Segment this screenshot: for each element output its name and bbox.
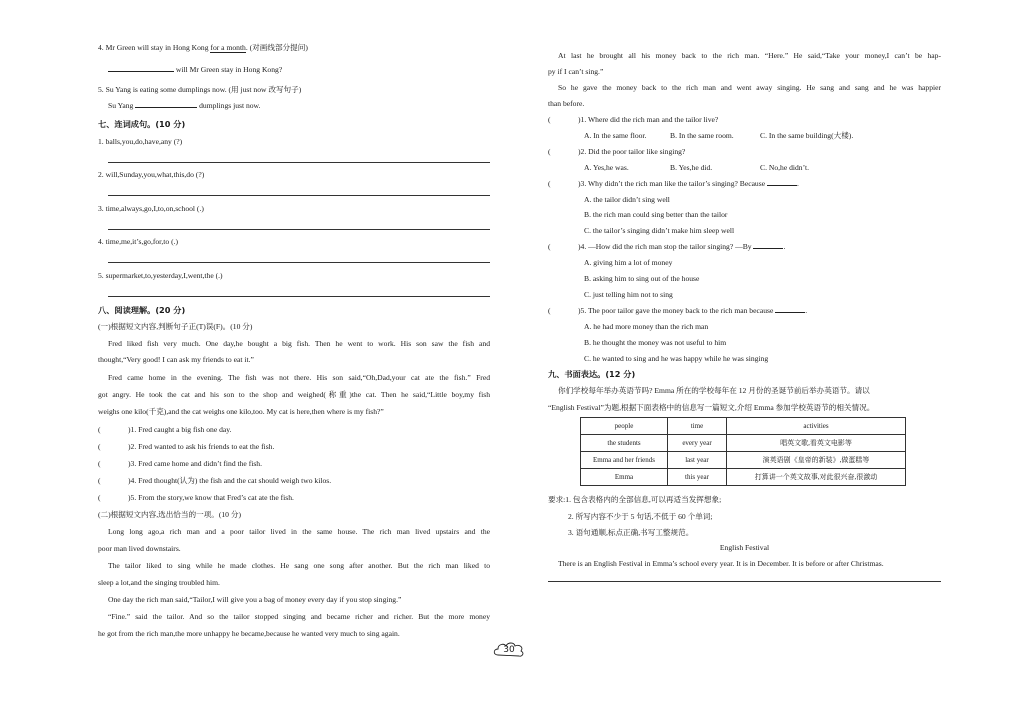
- underlined-phrase: for a month: [210, 43, 246, 52]
- table-cell: Emma: [581, 469, 668, 486]
- tf-question: ( )5. From the story,we know that Fred’s cat ate the fish.: [98, 493, 294, 502]
- option-b[interactable]: B. asking him to sing out of the house: [584, 274, 700, 283]
- option-c[interactable]: C. he wanted to sing and he was happy while he was singing: [584, 354, 769, 363]
- mc-question: ( )1. Where did the rich man and the tailor live?: [548, 115, 719, 124]
- passage-b-line: One day the rich man said,“Tailor,I will give you a bag of money every day if you stop singing.”: [108, 595, 402, 604]
- writing-prompt: 你们学校每年举办英语节吗? Emma 所在的学校每年在 12 月份的圣诞节前后举办英语节。请以: [558, 386, 870, 395]
- q5-answer: Su Yang dumplings just now.: [108, 101, 261, 110]
- info-table: [580, 417, 906, 486]
- answer-blank[interactable]: [108, 71, 174, 72]
- passage-b-line: Long long ago,a rich man and a poor tailor lived in the same house. The rich man lived upstairs and the: [108, 527, 490, 536]
- table-cell: last year: [668, 452, 727, 469]
- tf-question: ( )4. Fred thought(认为) the fish and the cat should weigh two kilos.: [98, 476, 332, 485]
- sentence-1: 1. balls,you,do,have,any (?): [98, 137, 183, 146]
- passage-b-line: The tailor liked to sing while he made clothes. He sang one song after another. But the rich man liked to: [108, 561, 490, 570]
- answer-blank[interactable]: [753, 248, 783, 249]
- table-row: [581, 469, 906, 486]
- option-b[interactable]: B. the rich man could sing better than the tailor: [584, 210, 728, 219]
- option-c[interactable]: C. No,he didn’t.: [760, 163, 810, 172]
- part-b-instructions: (二)根据短文内容,选出恰当的一项。(10 分): [98, 510, 242, 519]
- option-c[interactable]: C. In the same building(大楼).: [760, 131, 854, 140]
- table-cell: the students: [581, 435, 668, 452]
- tf-question: ( )1. Fred caught a big fish one day.: [98, 425, 232, 434]
- answer-bracket[interactable]: (: [98, 442, 101, 451]
- write-line[interactable]: [108, 229, 490, 230]
- sentence-4: 4. time,me,it’s,go,for,to (.): [98, 237, 179, 246]
- option-a[interactable]: A. he had more money than the rich man: [584, 322, 709, 331]
- table-cell: 唱英文歌,看英文电影等: [727, 435, 906, 452]
- tf-question: ( )3. Fred came home and didn’t find the fish.: [98, 459, 262, 468]
- passage-b-line: he got from the rich man,the more unhappy he became,because he wanted very much to sing again.: [98, 629, 400, 638]
- answer-blank[interactable]: [775, 312, 805, 313]
- option-a[interactable]: A. giving him a lot of money: [584, 258, 673, 267]
- write-line[interactable]: [108, 162, 490, 163]
- table-header-row: [581, 418, 906, 435]
- answer-bracket[interactable]: (: [548, 147, 551, 156]
- table-cell: 打算讲一个英文故事,对此很兴奋,很激动: [727, 469, 906, 486]
- passage-a-line: thought,“Very good! I can ask my friends to eat it.”: [98, 355, 254, 364]
- answer-bracket[interactable]: (: [548, 179, 551, 188]
- table-header: activities: [727, 418, 906, 435]
- sentence-3: 3. time,always,go,I,to,on,school (.): [98, 204, 204, 213]
- page-number: 30: [503, 645, 515, 655]
- passage-a-line: Fred came home in the evening. The fish was not there. His son said,“Oh,Dad,your cat ate the fish.” Fred: [108, 373, 490, 382]
- write-line[interactable]: [548, 581, 941, 582]
- table-cell: Emma and her friends: [581, 452, 668, 469]
- option-c[interactable]: C. just telling him not to sing: [584, 290, 673, 299]
- option-b[interactable]: B. In the same room.: [670, 131, 734, 140]
- answer-blank[interactable]: [767, 185, 797, 186]
- answer-bracket[interactable]: (: [98, 476, 101, 485]
- table-cell: 演英语剧《皇帝的新装》,做蛋糕等: [727, 452, 906, 469]
- write-line[interactable]: [108, 195, 490, 196]
- sentence-5: 5. supermarket,to,yesterday,I,went,the (.): [98, 271, 223, 280]
- tf-question: ( )2. Fred wanted to ask his friends to eat the fish.: [98, 442, 275, 451]
- mc-question: ( )2. Did the poor tailor like singing?: [548, 147, 686, 156]
- option-b[interactable]: B. he thought the money was not useful to him: [584, 338, 727, 347]
- write-line[interactable]: [108, 262, 490, 263]
- section-7-heading: 七、连词成句。(10 分): [98, 119, 186, 129]
- section-9-heading: 九、书面表达。(12 分): [548, 369, 636, 379]
- table-cell: this year: [668, 469, 727, 486]
- passage-a-line: got angry. He took the cat and his son to the shop and weighed(称重)the cat. Then he said,“Little boy,my fish: [98, 390, 490, 399]
- section-8-heading: 八、阅读理解。(20 分): [98, 305, 186, 315]
- table-row: [581, 452, 906, 469]
- table-header: people: [581, 418, 668, 435]
- option-a[interactable]: A. the tailor didn’t sing well: [584, 195, 670, 204]
- passage-a-line: weighs one kilo(千克),and the cat weighs one kilo,too. My cat is here,then where is my fish?”: [98, 407, 384, 416]
- page-number-badge: [492, 640, 526, 660]
- option-a[interactable]: A. In the same floor.: [584, 131, 647, 140]
- option-b[interactable]: B. Yes,he did.: [670, 163, 713, 172]
- part-a-instructions: (一)根据短文内容,判断句子正(T)误(F)。(10 分): [98, 322, 253, 331]
- requirement: 2. 所写内容不少于 5 句话,不低于 60 个单词;: [568, 512, 713, 521]
- passage-b-line: So he gave the money back to the rich man and went away singing. He sang and sang and he was happier: [558, 83, 941, 92]
- mc-question: ( )3. Why didn’t the rich man like the tailor’s singing? Because .: [548, 179, 799, 188]
- mc-question: ( )5. The poor tailor gave the money back to the rich man because .: [548, 306, 808, 315]
- answer-bracket[interactable]: (: [98, 459, 101, 468]
- write-line[interactable]: [108, 296, 490, 297]
- option-c[interactable]: C. the tailor’s singing didn’t make him sleep well: [584, 226, 735, 235]
- answer-bracket[interactable]: (: [548, 115, 551, 124]
- answer-bracket[interactable]: (: [548, 306, 551, 315]
- answer-blank[interactable]: [135, 107, 197, 108]
- essay-title: English Festival: [719, 543, 770, 552]
- q4-line: 4. Mr Green will stay in Hong Kong for a month. (对画线部分提问): [98, 43, 308, 52]
- passage-b-line: py if I can’t sing.”: [548, 67, 604, 76]
- option-a[interactable]: A. Yes,he was.: [584, 163, 629, 172]
- table-cell: every year: [668, 435, 727, 452]
- answer-bracket[interactable]: (: [98, 425, 101, 434]
- passage-b-line: poor man lived downstairs.: [98, 544, 181, 553]
- table-row: [581, 435, 906, 452]
- mc-question: ( )4. —How did the rich man stop the tailor singing? —By .: [548, 242, 786, 251]
- passage-b-line: At last he brought all his money back to the rich man. “Here.” He said,“Take your money,I can’t be hap-: [558, 51, 941, 60]
- q5-line: 5. Su Yang is eating some dumplings now. (用 just now 改写句子): [98, 85, 302, 94]
- passage-b-line: “Fine.” said the tailor. And so the tailor stopped singing and became richer and richer. But the more money: [108, 612, 490, 621]
- passage-a-line: Fred liked fish very much. One day,he bought a big fish. Then he went to work. His son saw the fish and: [108, 339, 490, 348]
- q4-answer: will Mr Green stay in Hong Kong?: [98, 66, 490, 74]
- requirement: 3. 语句通顺,标点正确,书写工整规范。: [568, 528, 694, 537]
- table-header: time: [668, 418, 727, 435]
- mc-options: [548, 164, 941, 172]
- passage-b-line: than before.: [548, 99, 585, 108]
- sentence-2: 2. will,Sunday,you,what,this,do (?): [98, 170, 205, 179]
- mc-options: [548, 132, 941, 140]
- passage-b-line: sleep a lot,and the singing troubled him.: [98, 578, 220, 587]
- answer-bracket[interactable]: (: [98, 493, 101, 502]
- requirement: 要求:1. 包含表格内的全部信息,可以再适当发挥想象;: [548, 495, 722, 504]
- answer-bracket[interactable]: (: [548, 242, 551, 251]
- writing-prompt: “English Festival”为题,根据下面表格中的信息写一篇短文,介绍 Emma 参加学校英语节的相关情况。: [548, 403, 875, 412]
- essay-start: There is an English Festival in Emma’s school every year. It is in December. It is before or after Christmas.: [558, 559, 884, 568]
